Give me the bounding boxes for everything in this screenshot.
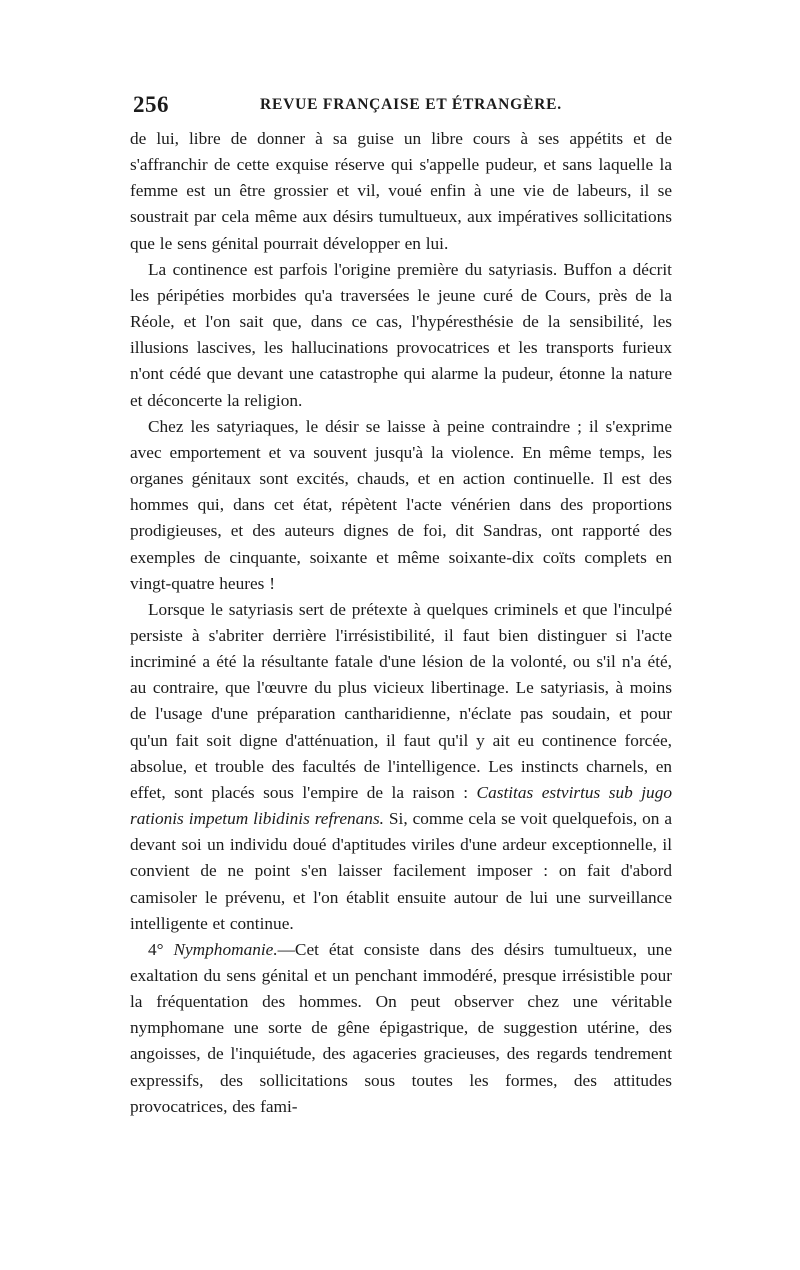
latin-quotation: Castitas estvirtus sub jugo rationis impetum libidinis refrenans. xyxy=(130,782,672,829)
paragraph-text: Lorsque le satyriasis sert de prétexte à quelques criminels et que l'inculpé persiste à s'abriter derrière l'irrésistibilité, il faut bien distinguer si l'acte incriminé a été la résultante fatale d'une lésion de la volonté, ou s'il n'a été, au contraire, que l'œuvre du plus vicieux libertinage. Le satyriasis, à moins de l'usage d'une préparation cantharidienne, n'éclate pas soudain, et pour qu'un fait soit digne d'atténuation, il faut qu'il y ait eu continence forcée, absolue, et trouble des facultés de l'intelligence. Les instincts charnels, en effet, sont placés sous l'empire de la raison : xyxy=(130,599,672,802)
paragraph-text: Chez les satyriaques, le désir se laisse à peine contraindre ; il s'exprime avec emportement et va souvent jusqu'à la violence. En même temps, les organes génitaux sont excités, chauds, et en action continuelle. Il est des hommes qui, dans cet état, répètent l'acte vénérien dans des proportions prodigieuses, et des auteurs dignes de foi, dit Sandras, ont rapporté des exemples de cinquante, soixante et même soixante-dix coïts complets en vingt-quatre heures ! xyxy=(130,416,672,593)
body-text xyxy=(130,126,672,1120)
paragraph-satyriaques xyxy=(130,414,672,597)
paragraph-continuation xyxy=(130,126,672,257)
paragraph-text: La continence est parfois l'origine première du satyriasis. Buffon a décrit les péripéties morbides qu'a traversées le jeune curé de Cours, près de la Réole, et l'on sait que, dans ce cas, l'hypéresthésie de la sensibilité, les illusions lascives, les hallucinations provocatrices et les transports furieux n'ont cédé que devant une catastrophe qui alarme la pudeur, étonne la nature et déconcerte la religion. xyxy=(130,259,672,410)
running-header xyxy=(130,92,672,126)
paragraph-text: de lui, libre de donner à sa guise un libre cours à ses appétits et de s'affranchir de cette exquise réserve qui s'appelle pudeur, et sans laquelle la femme est un être grossier et vil, voué enfin à une vie de labeurs, il se soustrait par cela même aux désirs tumultueux, aux impératives sollicitations que le sens génital pourrait développer en lui. xyxy=(130,129,672,253)
section-heading: Nymphomanie. xyxy=(173,939,278,959)
paragraph-pretexte xyxy=(130,597,672,937)
paragraph-text: —Cet état consiste dans des désirs tumultueux, une exaltation du sens génital et un penchant immodéré, presque irrésistible pour la fréquentation des hommes. On peut observer chez une véritable nymphomane une sorte de gêne épigastrique, de suggestion utérine, des angoisses, de l'inquiétude, des agaceries gracieuses, des regards tendrement expressifs, des sollicitations sous toutes les formes, des attitudes provocatrices, des fami- xyxy=(130,939,672,1116)
paragraph-nymphomanie xyxy=(130,937,672,1120)
paragraph-continence xyxy=(130,257,672,414)
paragraph-text-end: Si, comme cela se voit quelquefois, on a devant soi un individu doué d'aptitudes viriles d'une ardeur exceptionnelle, il convient de ne point s'en laisser facilement imposer : on fait d'abord camisoler le prévenu, et l'on établit ensuite autour de lui une surveillance intelligente et continue. xyxy=(130,809,672,933)
running-title: REVUE FRANÇAISE ET ÉTRANGÈRE. xyxy=(260,96,562,113)
section-number: 4° xyxy=(148,939,164,959)
page-content xyxy=(130,92,672,1120)
page-number: 256 xyxy=(133,92,169,117)
